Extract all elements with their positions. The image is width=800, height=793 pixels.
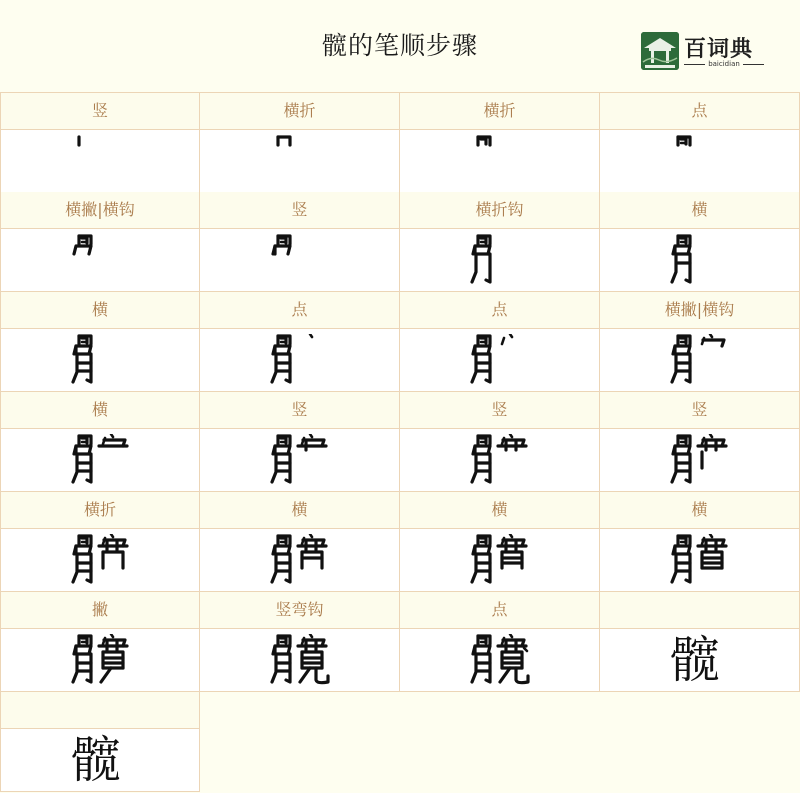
- stroke-glyph-box: [1, 429, 199, 491]
- stroke-glyph-box: [1, 229, 199, 291]
- stroke-row: [0, 392, 800, 492]
- stroke-drawing: [670, 534, 730, 586]
- stroke-name-label: 横: [600, 192, 799, 229]
- stroke-name-label: 横折: [400, 93, 599, 130]
- stroke-name-label: 横折钩: [400, 192, 599, 229]
- stroke-name-label: [600, 592, 799, 629]
- stroke-drawing: [470, 434, 530, 486]
- stroke-name-label: 撇: [1, 592, 199, 629]
- stroke-name-label: 横折: [200, 93, 399, 130]
- stroke-drawing: [270, 634, 330, 686]
- stroke-step-cell: [600, 392, 800, 492]
- logo-subtext: baicidian: [684, 60, 764, 68]
- stroke-name-label: 竖: [400, 392, 599, 429]
- stroke-step-cell: [200, 592, 400, 692]
- stroke-name-label: 横: [400, 492, 599, 529]
- stroke-step-cell: [0, 492, 200, 592]
- stroke-drawing: [670, 334, 730, 386]
- stroke-drawing: [71, 135, 131, 187]
- stroke-name-label: 横折: [1, 492, 199, 529]
- stroke-glyph-box: [200, 429, 399, 491]
- stroke-glyph-box: [400, 529, 599, 591]
- stroke-step-cell: [0, 692, 200, 792]
- stroke-glyph-box: [200, 529, 399, 591]
- stroke-drawing: [670, 234, 730, 286]
- stroke-step-cell: [600, 192, 800, 292]
- stroke-name-label: 竖: [1, 93, 199, 130]
- stroke-drawing: [71, 334, 131, 386]
- stroke-row: [0, 692, 800, 792]
- stroke-drawing: [670, 434, 730, 486]
- stroke-row: [0, 292, 800, 392]
- stroke-name-label: 点: [200, 292, 399, 329]
- stroke-glyph-box: [1, 729, 199, 791]
- stroke-name-label: 竖: [200, 192, 399, 229]
- stroke-glyph-box: [200, 229, 399, 291]
- stroke-order-grid: [0, 92, 800, 792]
- stroke-drawing: [270, 434, 330, 486]
- full-character: 髋: [71, 731, 121, 789]
- stroke-drawing: [71, 234, 131, 286]
- stroke-step-cell: [400, 492, 600, 592]
- stroke-step-cell: [600, 292, 800, 392]
- stroke-drawing: [470, 534, 530, 586]
- stroke-row: [0, 192, 800, 292]
- stroke-drawing: [270, 234, 330, 286]
- stroke-row: [0, 492, 800, 592]
- stroke-glyph-box: [200, 130, 399, 192]
- stroke-glyph-box: [200, 629, 399, 691]
- stroke-name-label: 竖: [600, 392, 799, 429]
- stroke-step-cell: [200, 492, 400, 592]
- stroke-drawing: [71, 434, 131, 486]
- stroke-glyph-box: [400, 229, 599, 291]
- stroke-drawing: [270, 334, 330, 386]
- stroke-glyph-box: [1, 629, 199, 691]
- stroke-step-cell: [600, 492, 800, 592]
- stroke-drawing: [71, 534, 131, 586]
- stroke-name-label: 竖弯钩: [200, 592, 399, 629]
- pavilion-icon: [641, 32, 679, 70]
- stroke-glyph-box: [400, 629, 599, 691]
- stroke-step-cell: [400, 592, 600, 692]
- stroke-step-cell: [200, 292, 400, 392]
- stroke-drawing: [270, 135, 330, 187]
- stroke-glyph-box: [600, 329, 799, 391]
- stroke-glyph-box: [600, 429, 799, 491]
- stroke-glyph-box: [400, 130, 599, 192]
- baicidian-logo[interactable]: [641, 32, 765, 72]
- stroke-step-cell: [400, 92, 600, 192]
- stroke-name-label: [1, 692, 199, 729]
- stroke-name-label: 横: [600, 492, 799, 529]
- stroke-drawing: [470, 135, 530, 187]
- stroke-drawing: [71, 634, 131, 686]
- stroke-name-label: 横: [1, 392, 199, 429]
- stroke-name-label: 竖: [200, 392, 399, 429]
- stroke-row: [0, 92, 800, 192]
- stroke-drawing: [470, 634, 530, 686]
- stroke-step-cell: [400, 392, 600, 492]
- stroke-step-cell: [600, 592, 800, 692]
- header: [0, 0, 800, 92]
- stroke-drawing: [270, 534, 330, 586]
- stroke-name-label: 横撇|横钩: [1, 192, 199, 229]
- stroke-glyph-box: [600, 529, 799, 591]
- stroke-step-cell: [0, 592, 200, 692]
- stroke-row: [0, 592, 800, 692]
- stroke-glyph-box: [400, 429, 599, 491]
- stroke-glyph-box: [400, 329, 599, 391]
- logo-text: 百词典: [684, 37, 754, 62]
- stroke-step-cell: [400, 292, 600, 392]
- stroke-glyph-box: [1, 329, 199, 391]
- page-title: 髋的笔顺步骤: [321, 31, 478, 60]
- stroke-step-cell: [0, 292, 200, 392]
- stroke-step-cell: [200, 192, 400, 292]
- stroke-glyph-box: [1, 130, 199, 192]
- full-character: 髋: [670, 631, 720, 689]
- stroke-glyph-box: [600, 229, 799, 291]
- stroke-glyph-box: [1, 529, 199, 591]
- stroke-step-cell: [400, 192, 600, 292]
- stroke-glyph-box: [200, 329, 399, 391]
- stroke-name-label: 横: [200, 492, 399, 529]
- stroke-step-cell: [0, 92, 200, 192]
- stroke-drawing: [670, 135, 730, 187]
- stroke-step-cell: [0, 192, 200, 292]
- stroke-drawing: [470, 334, 530, 386]
- stroke-name-label: 横: [1, 292, 199, 329]
- stroke-name-label: 点: [600, 93, 799, 130]
- stroke-step-cell: [600, 92, 800, 192]
- stroke-step-cell: [200, 92, 400, 192]
- stroke-step-cell: [200, 392, 400, 492]
- stroke-glyph-box: [600, 130, 799, 192]
- stroke-drawing: [470, 234, 530, 286]
- stroke-name-label: 点: [400, 592, 599, 629]
- stroke-glyph-box: [600, 629, 799, 691]
- stroke-name-label: 横撇|横钩: [600, 292, 799, 329]
- stroke-name-label: 点: [400, 292, 599, 329]
- stroke-step-cell: [0, 392, 200, 492]
